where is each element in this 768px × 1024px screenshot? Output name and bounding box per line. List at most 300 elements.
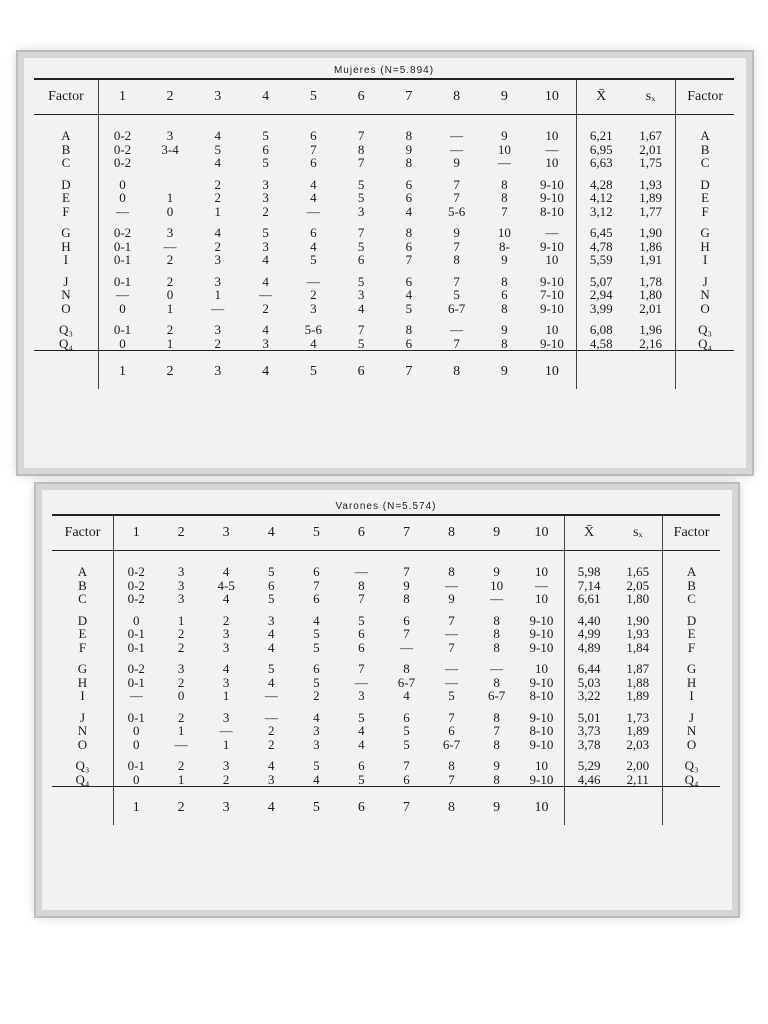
level-cell: 6 [358, 758, 365, 773]
level-cell: 3 [222, 674, 230, 690]
level-cell: 2 [177, 639, 185, 655]
level-cell: 5 [214, 141, 222, 157]
footer-level: 3 [204, 787, 249, 826]
row-factor: H [52, 676, 113, 690]
level-cell: 3 [262, 176, 269, 192]
level-cell: — [116, 203, 130, 219]
row-factor: F [52, 641, 113, 655]
level-cell: 3 [177, 577, 185, 593]
level-cell: 2 [267, 723, 275, 738]
level-cell: 2 [166, 273, 174, 289]
footer-blank [663, 787, 720, 826]
footer-blank [564, 787, 613, 826]
level-cell: 2 [177, 674, 185, 690]
level-cell: 6 [267, 577, 275, 593]
level-cell: 3 [177, 661, 185, 676]
header-level: 10 [519, 515, 564, 551]
mean-cell: 7,14 [577, 577, 601, 593]
level-cell: 1 [166, 335, 174, 351]
level-cell: — [497, 155, 511, 170]
mean-cell: 3,78 [577, 736, 601, 752]
mean-cell: 6,21 [589, 128, 613, 143]
mean-cell: 5,07 [589, 273, 613, 289]
level-cell: 7 [403, 564, 410, 579]
footer-row [34, 351, 734, 390]
table-title: Varones (N=5.574) [335, 501, 437, 512]
mean-cell: 4,78 [589, 238, 613, 254]
mean-cell: 5,03 [577, 674, 601, 690]
level-cell: 10 [519, 662, 564, 676]
row-factor: D [52, 614, 113, 628]
level-cell: 6 [403, 709, 410, 725]
header-level: 3 [204, 515, 249, 551]
header-level: 7 [385, 79, 433, 115]
level-cell: 4 [310, 176, 317, 192]
footer-level: 1 [113, 787, 158, 826]
level-cell: 3 [262, 335, 269, 351]
group-spacer [34, 218, 734, 226]
level-cell: 7 [310, 141, 317, 157]
level-cell: 9-10 [519, 641, 564, 655]
level-cell: 2 [214, 190, 222, 205]
level-cell: 4 [358, 736, 365, 752]
level-cell: 8 [501, 190, 508, 205]
level-cell: 3 [310, 300, 317, 316]
level-cell: — [445, 577, 459, 593]
sd-cell: 1,78 [639, 273, 662, 289]
level-cell: 9 [493, 758, 500, 773]
header-factor-right: Factor [676, 79, 734, 115]
level-cell: 8 [493, 639, 500, 655]
header-row [34, 79, 734, 115]
header-level: 1 [113, 515, 158, 551]
table-row [34, 178, 734, 192]
header-mean: X̄ [576, 79, 626, 115]
level-cell: 6 [357, 252, 365, 267]
level-cell: 5 [453, 287, 460, 302]
level-cell: 3 [222, 626, 230, 641]
row-factor: Q₄ [52, 773, 113, 787]
header-row [52, 515, 720, 551]
level-cell: — [163, 238, 177, 254]
level-cell: — [445, 674, 459, 690]
table-row [52, 724, 720, 738]
row-factor: Q₃ [52, 759, 113, 773]
level-cell: 2 [262, 203, 269, 219]
level-cell: 8 [405, 128, 413, 143]
level-cell: 5 [357, 335, 365, 351]
level-cell: 0 [133, 723, 140, 738]
level-cell: — [211, 300, 225, 316]
header-factor: Factor [52, 515, 113, 551]
header-level: 8 [429, 515, 474, 551]
row-factor-right: B [676, 143, 734, 157]
level-cell: 2 [214, 238, 222, 254]
level-cell: 0 [133, 612, 140, 628]
footer-blank [52, 787, 113, 826]
row-factor-right: G [676, 226, 734, 240]
footer-blank [676, 351, 734, 390]
row-factor: B [34, 143, 98, 157]
level-cell: 7 [453, 335, 460, 351]
level-cell: 9-10 [528, 240, 576, 254]
level-cell: 2 [262, 300, 269, 316]
table-row [52, 759, 720, 773]
level-cell: 9-10 [519, 773, 564, 787]
level-cell: 4-5 [217, 577, 235, 593]
header-level: 2 [159, 515, 204, 551]
row-factor-right: N [663, 724, 720, 738]
level-cell: 9 [448, 591, 455, 606]
mean-cell: 4,89 [577, 639, 601, 655]
footer-level: 2 [159, 787, 204, 826]
level-cell: 9-10 [519, 627, 564, 641]
level-cell: 2 [267, 736, 275, 752]
footer-blank [613, 787, 662, 826]
row-factor: N [34, 288, 98, 302]
level-cell: 9 [403, 577, 410, 593]
row-factor-right: B [663, 579, 720, 593]
level-cell: 4 [222, 564, 230, 579]
level-cell: 9 [501, 322, 508, 337]
row-factor-right: D [663, 614, 720, 628]
level-cell: 5-6 [304, 322, 322, 337]
row-factor: H [34, 240, 98, 254]
row-factor-right: A [676, 115, 734, 143]
level-cell: 0-2 [113, 141, 132, 157]
footer-level: 9 [474, 787, 519, 826]
row-factor-right: A [663, 551, 720, 579]
level-cell: 10 [528, 115, 576, 143]
mean-cell: 6,44 [577, 661, 601, 676]
level-cell: 8 [493, 736, 500, 752]
level-cell: 4 [357, 300, 365, 316]
table-row [52, 579, 720, 593]
footer-level: 7 [384, 787, 429, 826]
level-cell: 2 [310, 287, 317, 302]
level-cell: 2 [177, 626, 185, 641]
level-cell: — [519, 579, 564, 593]
table-body [34, 115, 734, 351]
sd-cell: 1,90 [626, 612, 650, 628]
table-row [52, 592, 720, 606]
footer-level: 3 [194, 351, 242, 390]
level-cell: 3 [313, 736, 320, 752]
sd-cell: 1,84 [626, 639, 650, 655]
level-cell: 0 [166, 287, 174, 302]
header-level: 4 [249, 515, 294, 551]
level-cell: 8 [357, 141, 365, 157]
level-cell: 0 [119, 335, 126, 351]
level-cell: 4 [403, 688, 410, 703]
table-row [34, 115, 734, 143]
level-cell: 0-1 [127, 758, 145, 773]
level-cell: 9-10 [528, 178, 576, 192]
level-cell: 1 [214, 203, 222, 219]
spacer-cell [146, 170, 194, 178]
level-cell: 10 [528, 323, 576, 337]
level-cell: 6 [405, 176, 413, 192]
level-cell: 3 [166, 128, 174, 143]
table-row [34, 226, 734, 240]
table-row [34, 205, 734, 219]
level-cell: 4 [214, 225, 222, 240]
level-cell: 0 [119, 300, 126, 316]
level-cell: — [450, 141, 464, 157]
sd-cell: 2,00 [626, 758, 650, 773]
level-cell: 6 [358, 626, 365, 641]
level-cell: 3 [177, 564, 185, 579]
level-cell: 1 [166, 190, 174, 205]
sd-cell: 1,93 [626, 626, 650, 641]
level-cell: — [129, 688, 143, 703]
level-cell: 8 [403, 591, 410, 606]
level-cell: 7 [448, 771, 455, 787]
level-cell: 0-2 [113, 128, 132, 143]
level-cell: 6 [405, 238, 413, 254]
table-row [34, 156, 734, 170]
level-cell: 9-10 [528, 275, 576, 289]
level-cell: — [445, 626, 459, 641]
level-cell: 0 [166, 203, 174, 219]
level-cell: 0-2 [113, 155, 132, 170]
level-cell: 3 [214, 322, 222, 337]
level-cell: 8-10 [519, 724, 564, 738]
level-cell: 9-10 [519, 738, 564, 752]
level-cell: 2 [177, 709, 185, 725]
level-cell: 4 [267, 674, 275, 690]
level-cell: 4 [222, 661, 230, 676]
level-cell: 3 [214, 273, 222, 289]
level-cell: 0-1 [127, 674, 145, 690]
row-factor: Q₄ [34, 337, 98, 351]
level-cell: 3 [262, 238, 269, 254]
level-cell: 5 [313, 639, 320, 655]
table-row [52, 689, 720, 703]
row-factor-right: Q₄ [663, 773, 720, 787]
level-cell: 2 [214, 335, 222, 351]
footer-level: 10 [528, 351, 576, 390]
level-cell: 7 [358, 661, 365, 676]
level-cell: 6 [310, 128, 317, 143]
row-factor: F [34, 205, 98, 219]
sd-cell: 2,05 [626, 577, 650, 593]
level-cell: 5 [403, 736, 410, 752]
row-factor: B [52, 579, 113, 593]
level-cell: 2 [222, 612, 230, 628]
header-level: 4 [242, 79, 290, 115]
group-spacer [34, 267, 734, 275]
row-factor: N [52, 724, 113, 738]
level-cell: 7 [405, 252, 413, 267]
level-cell: 7 [448, 709, 455, 725]
table-row [52, 551, 720, 579]
level-cell: 0-1 [113, 273, 132, 289]
row-factor: C [34, 156, 98, 170]
level-cell: 4 [313, 612, 320, 628]
level-cell: 6-7 [397, 674, 416, 690]
level-cell: 5 [448, 688, 455, 703]
level-cell: 1 [214, 287, 222, 302]
level-cell: 4 [310, 238, 317, 254]
level-cell: 8 [448, 758, 455, 773]
header-level: 5 [294, 515, 339, 551]
level-cell: 9 [501, 252, 508, 267]
row-factor: Q₃ [34, 323, 98, 337]
sd-cell: 1,89 [626, 723, 650, 738]
table-wrap-mujeres [34, 64, 734, 389]
table-row [34, 302, 734, 316]
footer-level: 7 [385, 351, 433, 390]
level-cell: 8 [493, 674, 500, 690]
level-cell: 9-10 [528, 337, 576, 351]
header-level: 7 [384, 515, 429, 551]
row-factor: D [34, 178, 98, 192]
level-cell: 8 [493, 626, 500, 641]
footer-level: 8 [429, 787, 474, 826]
level-cell: 5 [310, 252, 317, 267]
table-row [52, 614, 720, 628]
level-cell: 4 [214, 155, 222, 170]
level-cell: 8 [448, 564, 455, 579]
level-cell: 8 [493, 612, 500, 628]
level-cell: 0-1 [113, 252, 132, 267]
level-cell: 7 [448, 612, 455, 628]
level-cell: 0 [133, 771, 140, 787]
table-row [52, 627, 720, 641]
footer-level: 4 [242, 351, 290, 390]
level-cell: 9 [501, 128, 508, 143]
level-cell: 5 [313, 758, 320, 773]
header-level: 8 [433, 79, 481, 115]
table-wrap-varones [52, 500, 720, 825]
table-row [52, 711, 720, 725]
row-factor-right: F [663, 641, 720, 655]
footer-level: 8 [433, 351, 481, 390]
sd-cell: 1,75 [639, 155, 662, 170]
mean-cell: 6,61 [577, 591, 601, 606]
footer-blank [576, 351, 626, 390]
row-factor: A [52, 551, 113, 579]
sd-cell: 1,80 [626, 591, 650, 606]
level-cell: 10 [490, 577, 504, 593]
mean-cell: 5,59 [589, 252, 613, 267]
level-cell: — [528, 143, 576, 157]
level-cell: 5 [262, 225, 269, 240]
level-cell: 4 [262, 273, 269, 289]
header-sd: sₓ [626, 79, 676, 115]
footer-blank [34, 351, 98, 390]
mean-cell: 5,29 [577, 758, 601, 773]
table-row [52, 662, 720, 676]
level-cell: 0-2 [127, 564, 145, 579]
level-cell: 8 [453, 252, 460, 267]
level-cell: 5 [357, 190, 365, 205]
table-header [52, 515, 720, 551]
row-factor-right: E [676, 191, 734, 205]
level-cell: 3 [222, 709, 230, 725]
level-cell: 1 [222, 688, 230, 703]
level-cell: 4 [267, 639, 275, 655]
sd-cell: 2,01 [639, 300, 662, 316]
mean-cell: 4,58 [589, 335, 613, 351]
group-spacer [52, 654, 720, 662]
level-cell: 0 [119, 176, 126, 192]
sd-cell: 1,80 [639, 287, 662, 302]
row-factor-right: I [676, 253, 734, 267]
level-cell: 7 [357, 128, 365, 143]
level-cell: 7 [453, 190, 460, 205]
level-cell: 1 [222, 736, 230, 752]
row-factor: E [52, 627, 113, 641]
level-cell [146, 156, 194, 170]
level-cell: 0-2 [127, 661, 145, 676]
level-cell: 3 [357, 203, 365, 219]
row-factor-right: E [663, 627, 720, 641]
table-footer [52, 787, 720, 826]
row-factor: J [34, 275, 98, 289]
level-cell: 9 [405, 141, 413, 157]
row-factor-right: O [663, 738, 720, 752]
level-cell: 1 [166, 300, 174, 316]
level-cell: 1 [177, 771, 185, 787]
level-cell: 6 [313, 591, 320, 606]
sd-cell: 1,90 [639, 225, 662, 240]
header-level: 10 [528, 79, 576, 115]
footer-level: 2 [146, 351, 194, 390]
table-title: Mujeres (N=5.894) [333, 65, 435, 76]
level-cell: 8- [498, 238, 510, 254]
row-factor-right: J [676, 275, 734, 289]
footer-row [52, 787, 720, 826]
level-cell: — [219, 723, 233, 738]
level-cell: 4 [310, 190, 317, 205]
table-footer [34, 351, 734, 390]
level-cell: 4 [405, 287, 413, 302]
mean-cell: 6,08 [589, 322, 613, 337]
mean-cell: 3,22 [577, 688, 601, 703]
level-cell: 2 [214, 176, 222, 192]
row-factor-right: H [663, 676, 720, 690]
mean-cell: 4,40 [577, 612, 601, 628]
table-body [52, 551, 720, 787]
level-cell: 5 [262, 128, 269, 143]
sd-cell: 2,16 [639, 335, 662, 351]
level-cell: 7 [453, 273, 460, 289]
table-row [52, 738, 720, 752]
level-cell: 6 [358, 639, 365, 655]
level-cell: 4 [222, 591, 230, 606]
level-cell: 5 [313, 674, 320, 690]
header-level: 6 [339, 515, 384, 551]
level-cell: 5 [405, 300, 413, 316]
level-cell: 0-2 [127, 577, 145, 593]
level-cell: 7 [453, 238, 460, 254]
footer-level: 1 [98, 351, 146, 390]
level-cell: 5-6 [447, 203, 466, 219]
level-cell: 9 [453, 155, 460, 170]
level-cell: — [490, 661, 504, 676]
level-cell: 6 [405, 190, 413, 205]
level-cell: 7 [313, 577, 320, 593]
level-cell: 3 [357, 287, 365, 302]
level-cell: — [354, 564, 368, 579]
level-cell: 0-2 [113, 225, 132, 240]
level-cell: 4 [267, 626, 275, 641]
row-factor-right: J [663, 711, 720, 725]
level-cell: 8 [501, 176, 508, 192]
footer-level: 4 [249, 787, 294, 826]
